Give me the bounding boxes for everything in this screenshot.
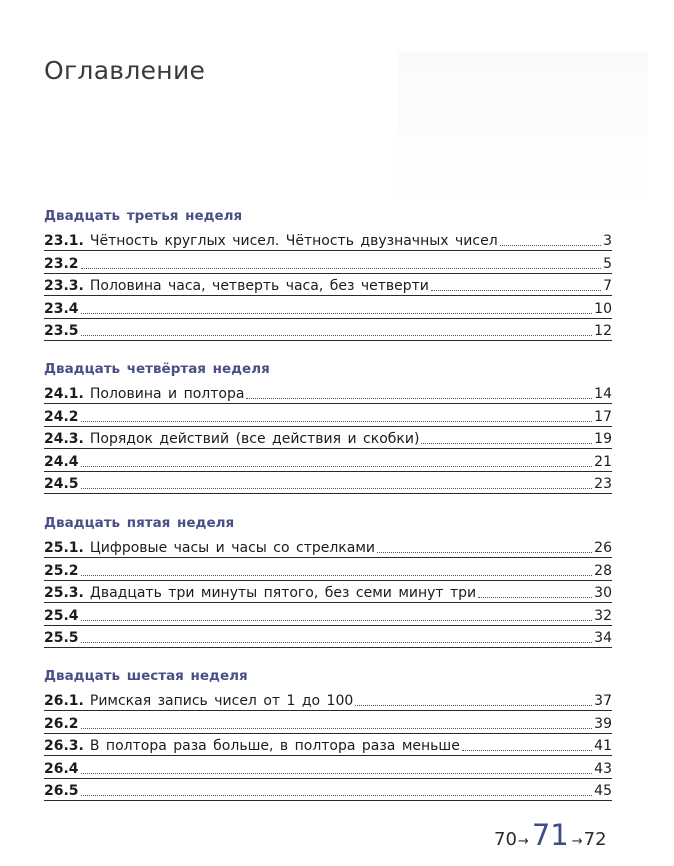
entry-page-number: 10: [594, 300, 612, 317]
week-section-26: [44, 666, 612, 801]
dot-leader: [81, 773, 593, 774]
page-title: Оглавление: [44, 56, 206, 85]
dot-leader: [81, 642, 593, 643]
toc-entry[interactable]: [44, 472, 612, 494]
entry-title: Чётность круглых чисел. Чётность двузначных чисел: [89, 233, 498, 250]
entry-page-number: 37: [594, 693, 612, 710]
bleed-through-shadow: [398, 52, 648, 212]
entry-number: 26.4: [44, 760, 79, 777]
toc-entry[interactable]: [44, 779, 612, 801]
dot-leader: [81, 728, 593, 729]
dot-leader: [500, 245, 601, 246]
toc-entry[interactable]: [44, 711, 612, 733]
toc-list: [44, 689, 612, 801]
toc-entry[interactable]: [44, 626, 612, 648]
toc-entry[interactable]: [44, 734, 612, 756]
entry-title: Порядок действий (все действия и скобки): [89, 431, 420, 448]
week-title: Двадцать третья неделя: [44, 208, 243, 224]
dot-leader: [81, 466, 593, 467]
dot-leader: [431, 290, 601, 291]
entry-page-number: 17: [594, 408, 612, 425]
entry-page-number: 19: [594, 431, 612, 448]
toc-entry[interactable]: [44, 229, 612, 251]
next-page-number: 72: [583, 829, 607, 850]
entry-number: 25.1.: [44, 540, 84, 557]
entry-title: Цифровые часы и часы со стрелками: [89, 540, 375, 557]
dot-leader: [246, 398, 592, 399]
week-title: Двадцать пятая неделя: [44, 515, 235, 531]
dot-leader: [81, 488, 593, 489]
entry-page-number: 7: [603, 278, 612, 295]
previous-page-number: 70: [494, 829, 517, 850]
dot-leader: [81, 313, 593, 314]
dot-leader: [81, 421, 593, 422]
entry-page-number: 14: [594, 386, 612, 403]
entry-page-number: 30: [594, 585, 612, 602]
dot-leader: [81, 795, 593, 796]
entry-number: 26.1.: [44, 693, 84, 710]
dot-leader: [81, 575, 593, 576]
entry-number: 24.4: [44, 453, 79, 470]
entry-page-number: 12: [594, 322, 612, 339]
toc-entry[interactable]: [44, 536, 612, 558]
entry-page-number: 34: [594, 629, 612, 646]
entry-number: 23.1.: [44, 233, 84, 250]
entry-number: 24.1.: [44, 386, 84, 403]
entry-number: 24.3.: [44, 431, 84, 448]
entry-number: 24.2: [44, 408, 79, 425]
entry-page-number: 45: [594, 782, 612, 799]
dot-leader: [377, 552, 592, 553]
toc-entry[interactable]: [44, 251, 612, 273]
toc-entry[interactable]: [44, 449, 612, 471]
entry-number: 25.3.: [44, 585, 84, 602]
entry-number: 25.2: [44, 562, 79, 579]
toc-entry[interactable]: [44, 689, 612, 711]
arrow-right-icon: →: [517, 834, 529, 849]
entry-number: 23.5: [44, 322, 79, 339]
entry-page-number: 28: [594, 562, 612, 579]
toc-list: [44, 382, 612, 494]
entry-page-number: 43: [594, 760, 612, 777]
toc-entry[interactable]: [44, 296, 612, 318]
week-section-24: [44, 359, 612, 494]
page-number-navigator: [494, 818, 607, 858]
toc-entry[interactable]: [44, 603, 612, 625]
week-title: Двадцать шестая неделя: [44, 668, 248, 684]
dot-leader: [81, 335, 593, 336]
entry-number: 23.3.: [44, 278, 84, 295]
toc-entry[interactable]: [44, 274, 612, 296]
entry-page-number: 23: [594, 475, 612, 492]
entry-page-number: 5: [603, 255, 612, 272]
entry-page-number: 39: [594, 715, 612, 732]
entry-number: 26.3.: [44, 738, 84, 755]
toc-entry[interactable]: [44, 581, 612, 603]
entry-number: 23.4: [44, 300, 79, 317]
toc-entry[interactable]: [44, 756, 612, 778]
entry-title: Половина и полтора: [89, 386, 245, 403]
week-section-25: [44, 513, 612, 648]
arrow-right-icon: →: [571, 834, 583, 849]
entry-number: 23.2: [44, 255, 79, 272]
dot-leader: [81, 268, 602, 269]
entry-page-number: 41: [594, 738, 612, 755]
entry-number: 26.5: [44, 782, 79, 799]
entry-page-number: 32: [594, 607, 612, 624]
dot-leader: [462, 750, 592, 751]
entry-number: 26.2: [44, 715, 79, 732]
entry-number: 25.4: [44, 607, 79, 624]
toc-entry[interactable]: [44, 382, 612, 404]
toc-list: [44, 229, 612, 341]
entry-title: Двадцать три минуты пятого, без семи минут три: [89, 585, 477, 602]
dot-leader: [81, 620, 593, 621]
entry-page-number: 26: [594, 540, 612, 557]
entry-title: Половина часа, четверть часа, без четверти: [89, 278, 429, 295]
entry-title: Римская запись чисел от 1 до 100: [89, 693, 354, 710]
entry-page-number: 3: [603, 233, 612, 250]
entry-number: 25.5: [44, 629, 79, 646]
toc-entry[interactable]: [44, 319, 612, 341]
entry-page-number: 21: [594, 453, 612, 470]
toc-entry[interactable]: [44, 427, 612, 449]
current-page-number: 71: [531, 818, 569, 852]
week-title: Двадцать четвёртая неделя: [44, 361, 270, 377]
entry-number: 24.5: [44, 475, 79, 492]
dot-leader: [421, 443, 592, 444]
toc-entry[interactable]: [44, 404, 612, 426]
entry-title: В полтора раза больше, в полтора раза меньше: [89, 738, 460, 755]
toc-list: [44, 536, 612, 648]
toc-entry[interactable]: [44, 558, 612, 580]
week-section-23: [44, 206, 612, 341]
dot-leader: [355, 705, 592, 706]
dot-leader: [478, 597, 592, 598]
